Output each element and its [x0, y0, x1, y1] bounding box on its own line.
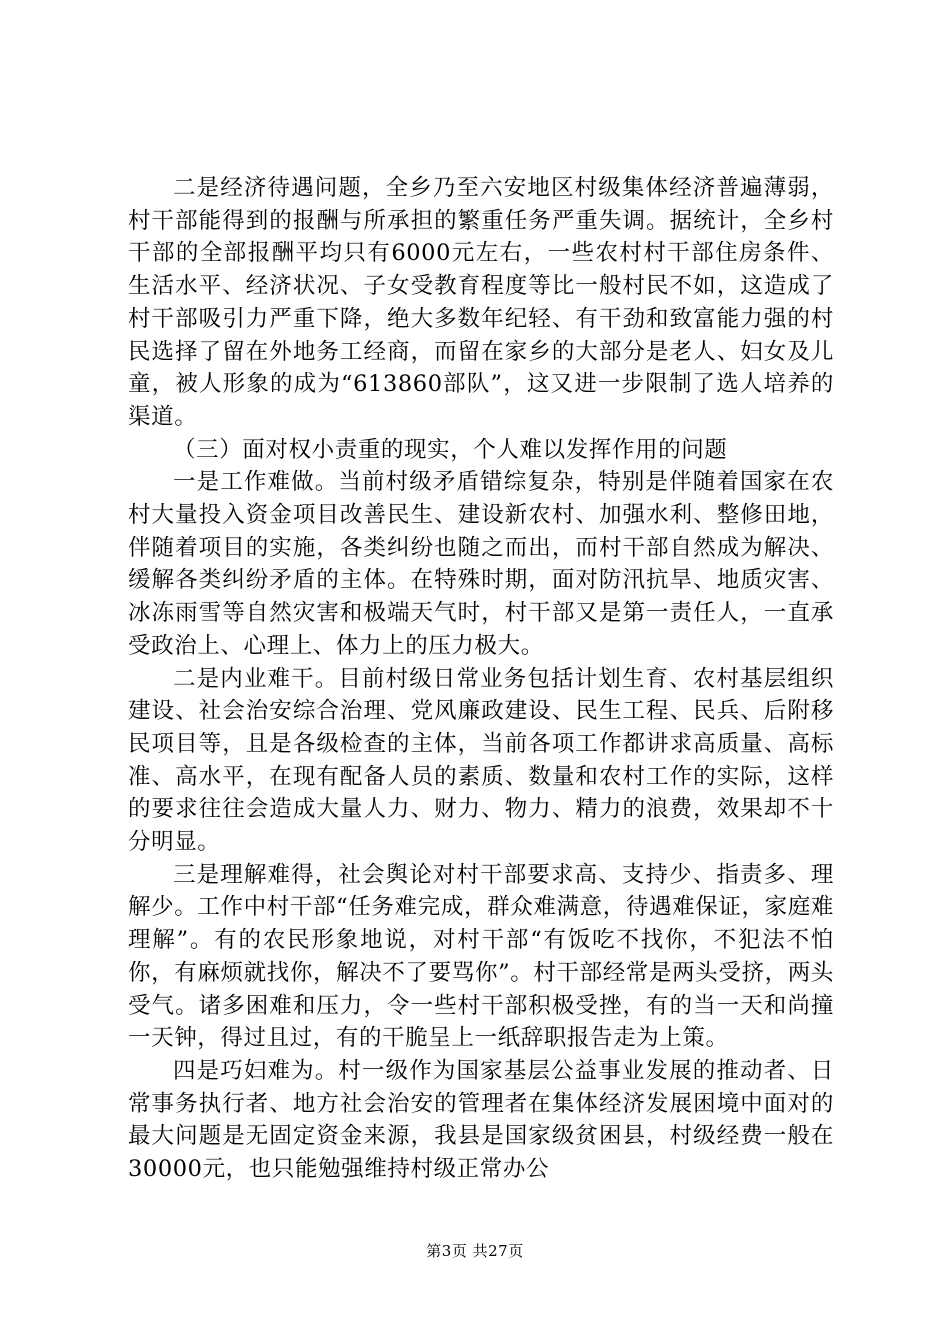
paragraph-understanding: 三是理解难得，社会舆论对村干部要求高、支持少、指责多、理解少。工作中村干部“任务难完成，群众难满意，待遇难保证，家庭难理解”。有的农民形象地说，对村干部“有饭吃不找你，不犯法不怕你，有麻烦就找你，解决不了要骂你”。村干部经常是两头受挤，两头受气。诸多困难和压力，令一些村干部积极受挫，有的当一天和尚撞一天钟，得过且过，有的干脆呈上一纸辞职报告走为上策。	[128, 861, 834, 1052]
section-heading-3: （三）面对权小责重的现实，个人难以发挥作用的问题	[173, 436, 728, 463]
paragraph-economic-treatment: 二是经济待遇问题，全乡乃至六安地区村级集体经济普遍薄弱，村干部能得到的报酬与所承担的繁重任务严重失调。据统计，全乡村干部的全部报酬平均只有6000元左右，一些农村村干部住房条件、生活水平、经济状况、子女受教育程度等比一般村民不如，这造成了村干部吸引力严重下降，绝大多数年纪轻、有干劲和致富能力强的村民选择了留在外地务工经商，而留在家乡的大部分是老人、妇女及儿童，被人形象的成为“613860部队”，这又进一步限制了选人培养的渠道。	[128, 175, 834, 430]
paragraph-internal-work: 二是内业难干。目前村级日常业务包括计划生育、农村基层组织建设、社会治安综合治理、党风廉政建设、民生工程、民兵、后附移民项目等，且是各级检查的主体，当前各项工作都讲求高质量、高标准、高水平，在现有配备人员的素质、数量和农村工作的实际，这样的要求往往会造成大量人力、财力、物力、精力的浪费，效果却不十分明显。	[128, 665, 834, 856]
paragraph-work-difficult: 一是工作难做。当前村级矛盾错综复杂，特别是伴随着国家在农村大量投入资金项目改善民生、建设新农村、加强水利、整修田地，伴随着项目的实施，各类纠纷也随之而出，而村干部自然成为解决、缓解各类纠纷矛盾的主体。在特殊时期，面对防汛抗旱、地质灾害、冰冻雨雪等自然灾害和极端天气时，村干部又是第一责任人，一直承受政治上、心理上、体力上的压力极大。	[128, 469, 834, 659]
page-number: 第3页 共27页	[426, 1242, 524, 1260]
document-body	[128, 172, 834, 1186]
paragraph-funding: 四是巧妇难为。村一级作为国家基层公益事业发展的推动者、日常事务执行者、地方社会治安的管理者在集体经济发展困境中面对的最大问题是无固定资金来源，我县是国家级贫困县，村级经费一般在30000元，也只能勉强维持村级正常办公	[128, 1057, 834, 1183]
